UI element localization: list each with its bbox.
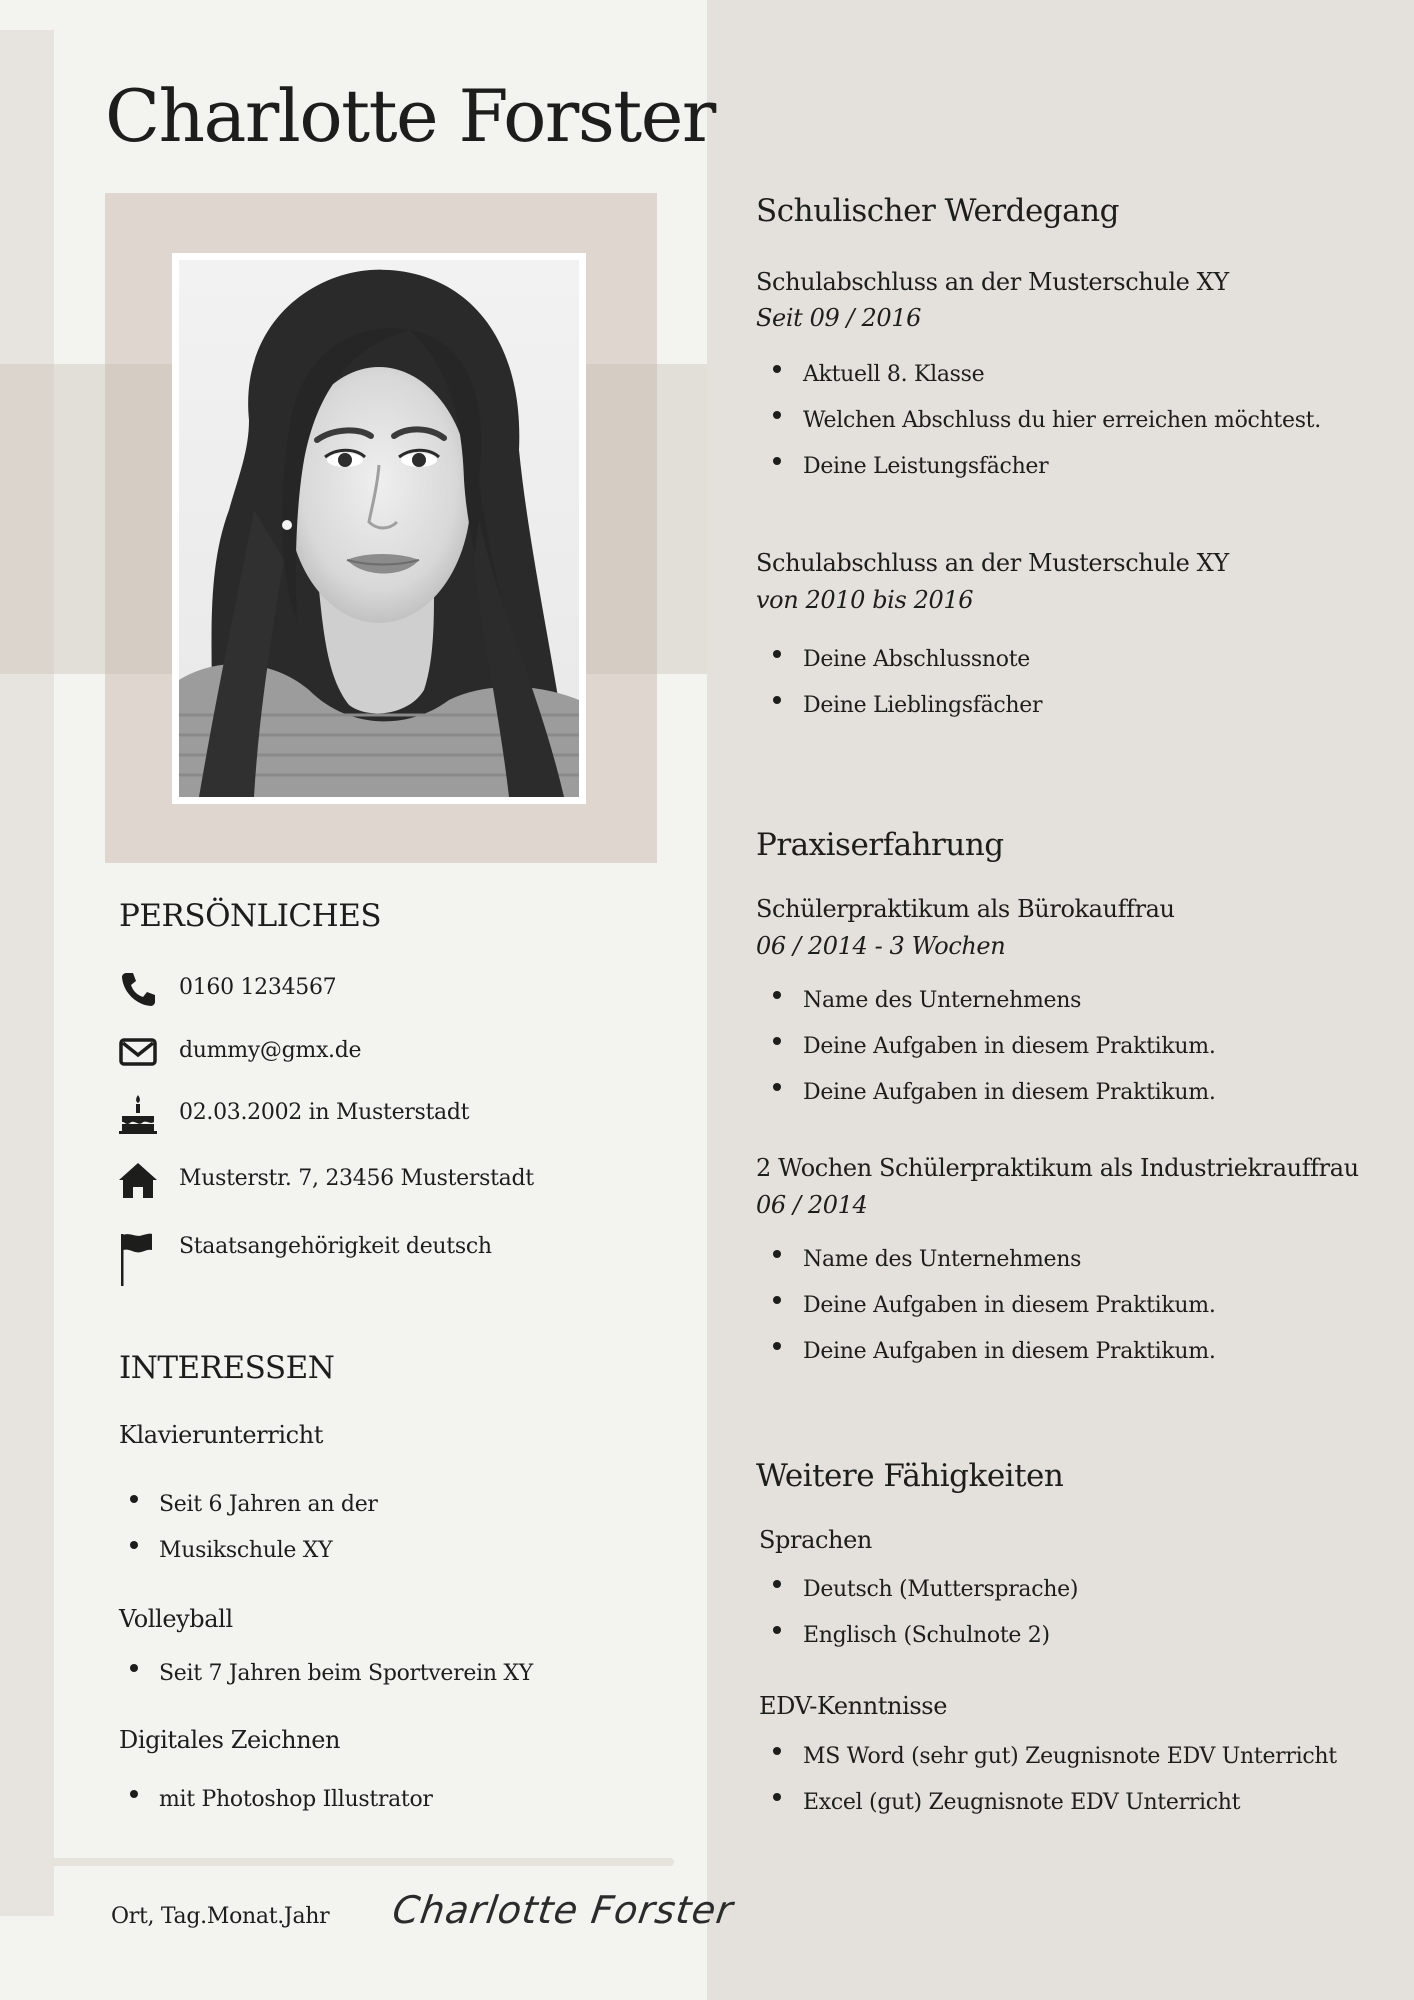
list-item: Englisch (Schulnote 2) bbox=[756, 1613, 1078, 1659]
practice-heading: Praxiserfahrung bbox=[756, 827, 1004, 863]
it-skills-title: EDV-Kenntnisse bbox=[759, 1692, 947, 1720]
practice-entry-2-list bbox=[756, 1237, 1216, 1375]
list-item: Deine Leistungsfächer bbox=[756, 444, 1321, 490]
practice-entry-1-date: 06 / 2014 - 3 Wochen bbox=[756, 932, 1006, 960]
candidate-name: Charlotte Forster bbox=[105, 74, 715, 158]
personal-heading: PERSÖNLICHES bbox=[119, 898, 382, 934]
list-item: Deine Aufgaben in diesem Praktikum. bbox=[756, 1329, 1216, 1375]
phone-icon bbox=[118, 969, 158, 1009]
interests-heading: INTERESSEN bbox=[119, 1350, 335, 1386]
portrait-photo bbox=[179, 260, 579, 797]
list-item: Name des Unternehmens bbox=[756, 978, 1216, 1024]
home-icon bbox=[118, 1160, 158, 1200]
list-item: Excel (gut) Zeugnisnote EDV Unterricht bbox=[756, 1780, 1337, 1826]
list-item: Aktuell 8. Klasse bbox=[756, 352, 1321, 398]
list-item: Deine Abschlussnote bbox=[756, 637, 1042, 683]
list-item: mit Photoshop Illustrator bbox=[119, 1777, 433, 1823]
list-item: Seit 6 Jahren an der bbox=[119, 1482, 378, 1528]
list-item: Seit 7 Jahren beim Sportverein XY bbox=[119, 1651, 533, 1697]
practice-entry-2-date: 06 / 2014 bbox=[756, 1191, 868, 1219]
interest-title-volleyball: Volleyball bbox=[119, 1605, 233, 1633]
phone-value: 0160 1234567 bbox=[179, 975, 337, 1000]
interest-title-drawing: Digitales Zeichnen bbox=[119, 1726, 341, 1754]
signature: Charlotte Forster bbox=[389, 1888, 737, 1932]
interest-title-piano: Klavierunterricht bbox=[119, 1421, 323, 1449]
skills-heading: Weitere Fähigkeiten bbox=[756, 1458, 1064, 1494]
school-entry-1-title: Schulabschluss an der Musterschule XY bbox=[756, 268, 1229, 296]
interest-list-drawing bbox=[119, 1777, 433, 1823]
practice-entry-2-title: 2 Wochen Schülerpraktikum als Industriekrauffrau bbox=[756, 1154, 1359, 1182]
mail-icon bbox=[118, 1032, 158, 1072]
school-heading: Schulischer Werdegang bbox=[756, 193, 1119, 229]
list-item: Name des Unternehmens bbox=[756, 1237, 1216, 1283]
school-entry-2-date: von 2010 bis 2016 bbox=[756, 586, 974, 614]
left-decorative-strip bbox=[0, 30, 54, 1916]
footer-divider bbox=[48, 1858, 674, 1866]
birthday-cake-icon bbox=[118, 1094, 158, 1134]
place-date: Ort, Tag.Monat.Jahr bbox=[111, 1904, 330, 1929]
languages-list bbox=[756, 1567, 1078, 1659]
list-item: Deine Lieblingsfächer bbox=[756, 683, 1042, 729]
school-entry-1-list bbox=[756, 352, 1321, 490]
school-entry-2-list bbox=[756, 637, 1042, 729]
list-item: MS Word (sehr gut) Zeugnisnote EDV Unterricht bbox=[756, 1734, 1337, 1780]
list-item: Deine Aufgaben in diesem Praktikum. bbox=[756, 1070, 1216, 1116]
birth-value: 02.03.2002 in Musterstadt bbox=[179, 1100, 470, 1125]
nationality-value: Staatsangehörigkeit deutsch bbox=[179, 1234, 492, 1259]
languages-title: Sprachen bbox=[759, 1526, 872, 1554]
list-item: Welchen Abschluss du hier erreichen möchtest. bbox=[756, 398, 1321, 444]
school-entry-2-title: Schulabschluss an der Musterschule XY bbox=[756, 549, 1229, 577]
interest-list-volleyball bbox=[119, 1651, 533, 1697]
school-entry-1-date: Seit 09 / 2016 bbox=[756, 304, 921, 332]
practice-entry-1-list bbox=[756, 978, 1216, 1116]
flag-icon bbox=[118, 1228, 158, 1288]
list-item: Deine Aufgaben in diesem Praktikum. bbox=[756, 1283, 1216, 1329]
address-value: Musterstr. 7, 23456 Musterstadt bbox=[179, 1166, 534, 1191]
list-item: Deutsch (Muttersprache) bbox=[756, 1567, 1078, 1613]
interest-list-piano bbox=[119, 1482, 378, 1574]
list-item: Deine Aufgaben in diesem Praktikum. bbox=[756, 1024, 1216, 1070]
list-item: Musikschule XY bbox=[119, 1528, 378, 1574]
it-skills-list bbox=[756, 1734, 1337, 1826]
practice-entry-1-title: Schülerpraktikum als Bürokauffrau bbox=[756, 895, 1175, 923]
email-value: dummy@gmx.de bbox=[179, 1038, 362, 1063]
